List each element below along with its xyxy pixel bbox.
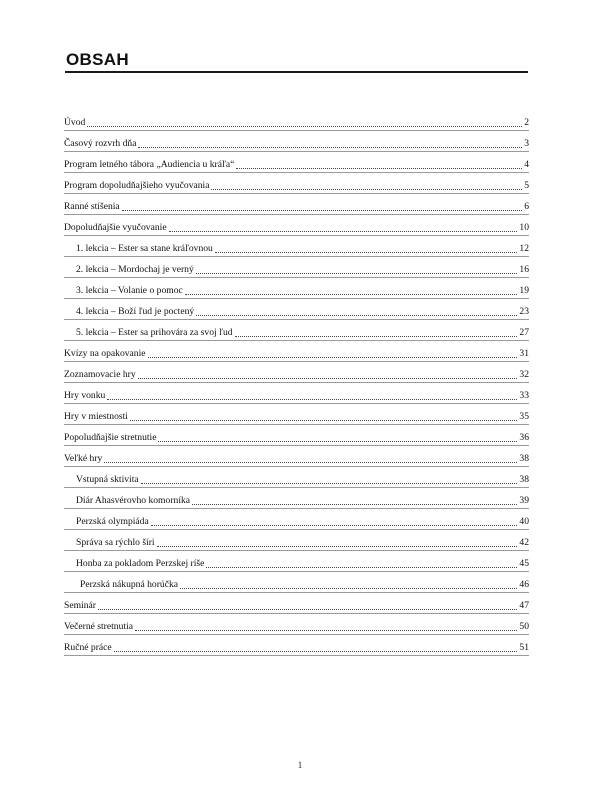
toc-subentry[interactable] (64, 530, 529, 551)
toc-entry-label: 3. lekcia – Volanie o pomoc (76, 285, 183, 296)
toc-entry-label: Ranné stíšenia (64, 201, 120, 212)
toc-entry[interactable] (64, 635, 529, 656)
toc-entry-page: 46 (519, 579, 529, 590)
toc-entry-page: 3 (524, 138, 529, 149)
toc-entry[interactable] (64, 194, 529, 215)
toc-entry-page: 40 (519, 516, 529, 527)
toc-leader-dots (169, 231, 518, 232)
toc-subentry[interactable] (64, 572, 529, 593)
toc-leader-dots (215, 252, 518, 253)
toc-entry-label: Kvízy na opakovanie (64, 348, 146, 359)
toc-leader-dots (196, 273, 518, 274)
toc-entry-page: 38 (519, 453, 529, 464)
toc-leader-dots (185, 294, 518, 295)
toc-leader-dots (141, 483, 518, 484)
toc-entry-label: 2. lekcia – Mordochaj je verný (76, 264, 194, 275)
toc-leader-dots (236, 168, 522, 169)
toc-entry-label: Perzská olympiáda (76, 516, 149, 527)
toc-entry[interactable] (64, 341, 529, 362)
toc-leader-dots (158, 441, 517, 442)
toc-subentry[interactable] (64, 320, 529, 341)
toc-subentry[interactable] (64, 257, 529, 278)
toc-entry[interactable] (64, 152, 529, 173)
toc-leader-dots (235, 336, 518, 337)
toc-entry-label: Správa sa rýchlo šíri (76, 537, 155, 548)
page-number: 1 (297, 760, 303, 770)
toc-entry-page: 23 (519, 306, 529, 317)
page-title: OBSAH (66, 50, 129, 69)
toc-entry-page: 16 (519, 264, 529, 275)
toc-entry-label: Večerné stretnutia (64, 621, 133, 632)
toc-entry[interactable] (64, 425, 529, 446)
toc-leader-dots (107, 399, 517, 400)
toc-entry-label: Hry v miestnosti (64, 411, 128, 422)
toc-leader-dots (98, 609, 517, 610)
toc-entry-label: Perzská nákupná horúčka (80, 579, 179, 590)
toc-entry-label: 1. lekcia – Ester sa stane kráľovnou (76, 243, 213, 254)
toc-leader-dots (151, 525, 518, 526)
toc-entry[interactable] (64, 110, 529, 131)
toc-entry[interactable] (64, 131, 529, 152)
toc-entry-page: 10 (519, 222, 529, 233)
toc-entry-label: Hry vonku (64, 390, 106, 401)
toc-entry-page: 2 (524, 117, 529, 128)
toc-subentry[interactable] (64, 509, 529, 530)
toc-entry-page: 27 (519, 327, 529, 338)
toc-leader-dots (130, 420, 517, 421)
toc-entry-label: Vstupná sktivita (76, 474, 139, 485)
toc-leader-dots (211, 189, 522, 190)
toc-leader-dots (148, 357, 518, 358)
toc-leader-dots (196, 315, 517, 316)
toc-entry-label: Seminár (64, 600, 96, 611)
toc-entry-page: 51 (519, 642, 529, 653)
toc-leader-dots (135, 630, 517, 631)
toc-entry-label: 5. lekcia – Ester sa prihovára za svoj ľud (76, 327, 233, 338)
toc-leader-dots (180, 588, 517, 589)
toc-leader-dots (206, 567, 517, 568)
toc-entry-page: 50 (519, 621, 529, 632)
toc-entry-page: 6 (524, 201, 529, 212)
toc-entry-label: Zoznamovacie hry (64, 369, 136, 380)
toc-entry-label: Veľké hry (64, 453, 103, 464)
toc-entry[interactable] (64, 362, 529, 383)
toc-entry[interactable] (64, 215, 529, 236)
title-rule (65, 71, 528, 73)
toc-entry-page: 36 (519, 432, 529, 443)
table-of-contents (64, 110, 529, 656)
toc-leader-dots (192, 504, 517, 505)
toc-entry-label: Ručné práce (64, 642, 112, 653)
toc-leader-dots (114, 651, 518, 652)
toc-leader-dots (87, 126, 522, 127)
toc-entry-page: 33 (519, 390, 529, 401)
toc-leader-dots (138, 147, 522, 148)
toc-subentry[interactable] (64, 467, 529, 488)
toc-entry-page: 39 (519, 495, 529, 506)
toc-entry-label: Časový rozvrh dňa (64, 138, 137, 149)
toc-subentry[interactable] (64, 551, 529, 572)
toc-leader-dots (104, 462, 517, 463)
toc-entry-page: 5 (524, 180, 529, 191)
toc-subentry[interactable] (64, 236, 529, 257)
toc-entry[interactable] (64, 614, 529, 635)
toc-subentry[interactable] (64, 488, 529, 509)
toc-entry-label: Úvod (64, 117, 86, 128)
toc-subentry[interactable] (64, 299, 529, 320)
toc-entry[interactable] (64, 173, 529, 194)
toc-entry-label: Diár Ahasvérovho komorníka (76, 495, 191, 506)
toc-subentry[interactable] (64, 278, 529, 299)
toc-entry-page: 19 (519, 285, 529, 296)
toc-leader-dots (138, 378, 518, 379)
toc-entry[interactable] (64, 404, 529, 425)
toc-entry-page: 12 (519, 243, 529, 254)
toc-entry-label: Dopoludňajšie vyučovanie (64, 222, 167, 233)
toc-entry-label: Program dopoludňajšieho vyučovania (64, 180, 210, 191)
toc-entry-page: 35 (519, 411, 529, 422)
toc-entry-page: 38 (519, 474, 529, 485)
toc-entry-page: 45 (519, 558, 529, 569)
toc-entry-page: 4 (524, 159, 529, 170)
toc-leader-dots (122, 210, 523, 211)
toc-entry[interactable] (64, 446, 529, 467)
toc-entry-page: 32 (519, 369, 529, 380)
toc-leader-dots (157, 546, 518, 547)
toc-entry-label: 4. lekcia – Boží ľud je poctený (76, 306, 195, 317)
toc-entry-page: 47 (519, 600, 529, 611)
toc-entry-page: 42 (519, 537, 529, 548)
toc-entry-label: Popoludňajšie stretnutie (64, 432, 157, 443)
toc-entry[interactable] (64, 593, 529, 614)
toc-entry-label: Honba za pokladom Perzskej ríše (76, 558, 205, 569)
toc-entry-label: Program letného tábora „Audiencia u kráľa“ (64, 159, 235, 170)
toc-entry[interactable] (64, 383, 529, 404)
toc-entry-page: 31 (519, 348, 529, 359)
